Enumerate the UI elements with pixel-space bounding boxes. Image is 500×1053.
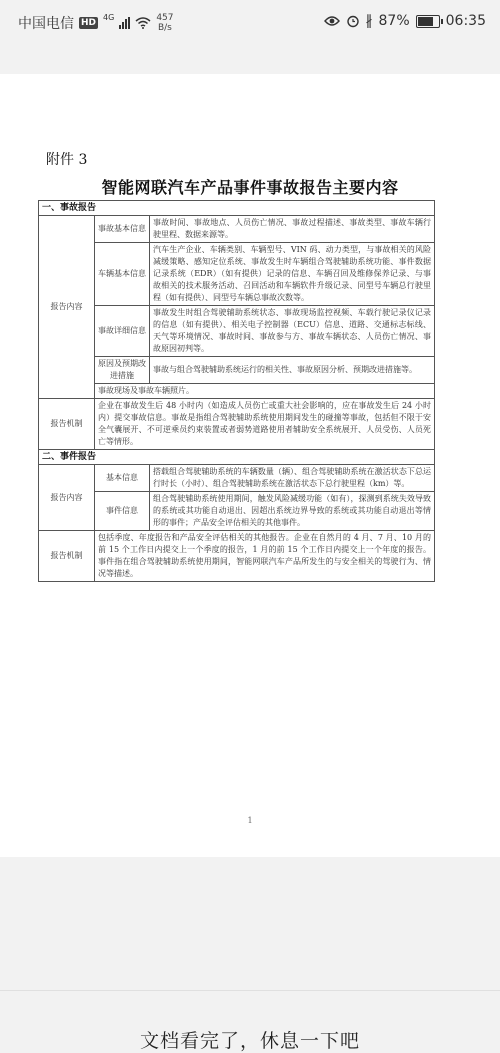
- content-cell: 组合驾驶辅助系统使用期间，触发风险减缓功能（如有），探测到系统失效导致的系统或其功能自动退出、因超出系统边界导致的系统或其功能自动退出等情形的事件；产品安全评估相关的其他事件。: [150, 492, 435, 531]
- table-row: [39, 357, 435, 384]
- table-row: [39, 531, 435, 582]
- table-row: [39, 399, 435, 450]
- hd-badge: HD: [81, 18, 97, 28]
- category-cell: 报告机制: [39, 531, 95, 582]
- table-row: [39, 243, 435, 306]
- subcategory-cell: 车辆基本信息: [95, 243, 150, 306]
- category-cell: 报告内容: [39, 465, 95, 531]
- content-cell: 事故发生时组合驾驶辅助系统状态、事故现场监控视频、车载行驶记录仪记录的信息（如有提供）、相关电子控制器（ECU）信息、道路、交通标志标线、天气等环境情况、事故时间、事故参与方、事故车辆状态、人员伤亡情况、事故原因初判等。: [150, 306, 435, 357]
- section-row: [39, 450, 435, 465]
- content-cell: 搭载组合驾驶辅助系统的车辆数量（辆）、组合驾驶辅助系统在激活状态下总运行时长（小时）、组合驾驶辅助系统在激活状态下总行驶里程（km）等。: [150, 465, 435, 492]
- divider: [0, 990, 500, 991]
- wifi-icon: [135, 17, 151, 29]
- subcategory-cell: 原因及预期改进措施: [95, 357, 150, 384]
- content-cell: 汽车生产企业、车辆类别、车辆型号、VIN 码、动力类型，与事故相关的风险减缓策略、感知定位系统、事故发生时车辆组合驾驶辅助系统功能、事件数据记录系统（EDR）（如有提供）记录的信息、车辆召回及维修保养记录、与事故相关的技术服务活动、召回活动和车辆软件升级记录、同型号车辆总行驶里程（如有提供）、同型号车辆总事故次数等。: [150, 243, 435, 306]
- subcategory-cell: 基本信息: [95, 465, 150, 492]
- carrier-name: 中国电信: [18, 16, 74, 32]
- table-row: [39, 465, 435, 492]
- bluetooth-icon: ∦: [365, 13, 373, 29]
- table-row: [39, 306, 435, 357]
- subcategory-cell: 事故详细信息: [95, 306, 150, 357]
- page-number: 1: [247, 816, 253, 825]
- document-page: [0, 74, 500, 857]
- section-row: [39, 201, 435, 216]
- clock: 06:35: [445, 13, 486, 29]
- eye-icon: [324, 15, 340, 27]
- subcategory-cell: 事件信息: [95, 492, 150, 531]
- content-cell: 事故时间、事故地点、人员伤亡情况、事故过程描述、事故类型、事故车辆行驶里程、数据来源等。: [150, 216, 435, 243]
- alarm-icon: [346, 14, 360, 28]
- net-speed-value: 457: [156, 13, 174, 23]
- end-of-document-text: 文档看完了，休息一下吧: [139, 1030, 360, 1052]
- net-speed: [156, 13, 173, 33]
- table-row: [39, 492, 435, 531]
- network-type: 4G: [103, 13, 115, 22]
- battery-percent: 87%: [378, 13, 410, 29]
- annex-label: 附件 3: [46, 152, 88, 168]
- document-title: 智能网联汽车产品事件事故报告主要内容: [101, 178, 399, 197]
- battery-level: [418, 17, 434, 26]
- category-cell: 报告机制: [39, 399, 95, 450]
- signal-icon: [119, 17, 130, 29]
- status-bar: [0, 0, 500, 46]
- status-bar-right: [324, 13, 486, 29]
- content-cell: 事故现场及事故车辆照片。: [95, 384, 435, 399]
- content-cell: 包括季度、年度报告和产品安全评估相关的其他报告。企业在自然月的 4 月、7 月、10 月的前 15 个工作日内提交上一个季度的报告，1 月的前 15 个工作日内提交上一个年度的报告。事件指在组合驾驶辅助系统使用期间，智能网联汽车产品所发生的与安全相关的驾驶行为、情况等描述。: [95, 531, 435, 582]
- content-cell: 事故与组合驾驶辅助系统运行的相关性、事故原因分析、预期改进措施等。: [150, 357, 435, 384]
- status-bar-left: [18, 13, 174, 33]
- table-row: [39, 384, 435, 399]
- net-speed-unit: B/s: [157, 23, 172, 33]
- section-heading: 二、事件报告: [39, 450, 435, 465]
- content-cell: 企业在事故发生后 48 小时内（如造成人员伤亡或重大社会影响的，应在事故发生后 24 小时内）提交事故信息。事故是指组合驾驶辅助系统使用期间发生的碰撞等事故，包括但不限于安全气囊展开、不可逆乘员约束装置或者弱势道路使用者辅助安全系统展开、人员受伤、人员死亡等情形。: [95, 399, 435, 450]
- report-table: [38, 200, 435, 582]
- battery-icon: [416, 15, 440, 28]
- table-row: [39, 216, 435, 243]
- category-cell: 报告内容: [39, 216, 95, 399]
- subcategory-cell: 事故基本信息: [95, 216, 150, 243]
- section-heading: 一、事故报告: [39, 201, 435, 216]
